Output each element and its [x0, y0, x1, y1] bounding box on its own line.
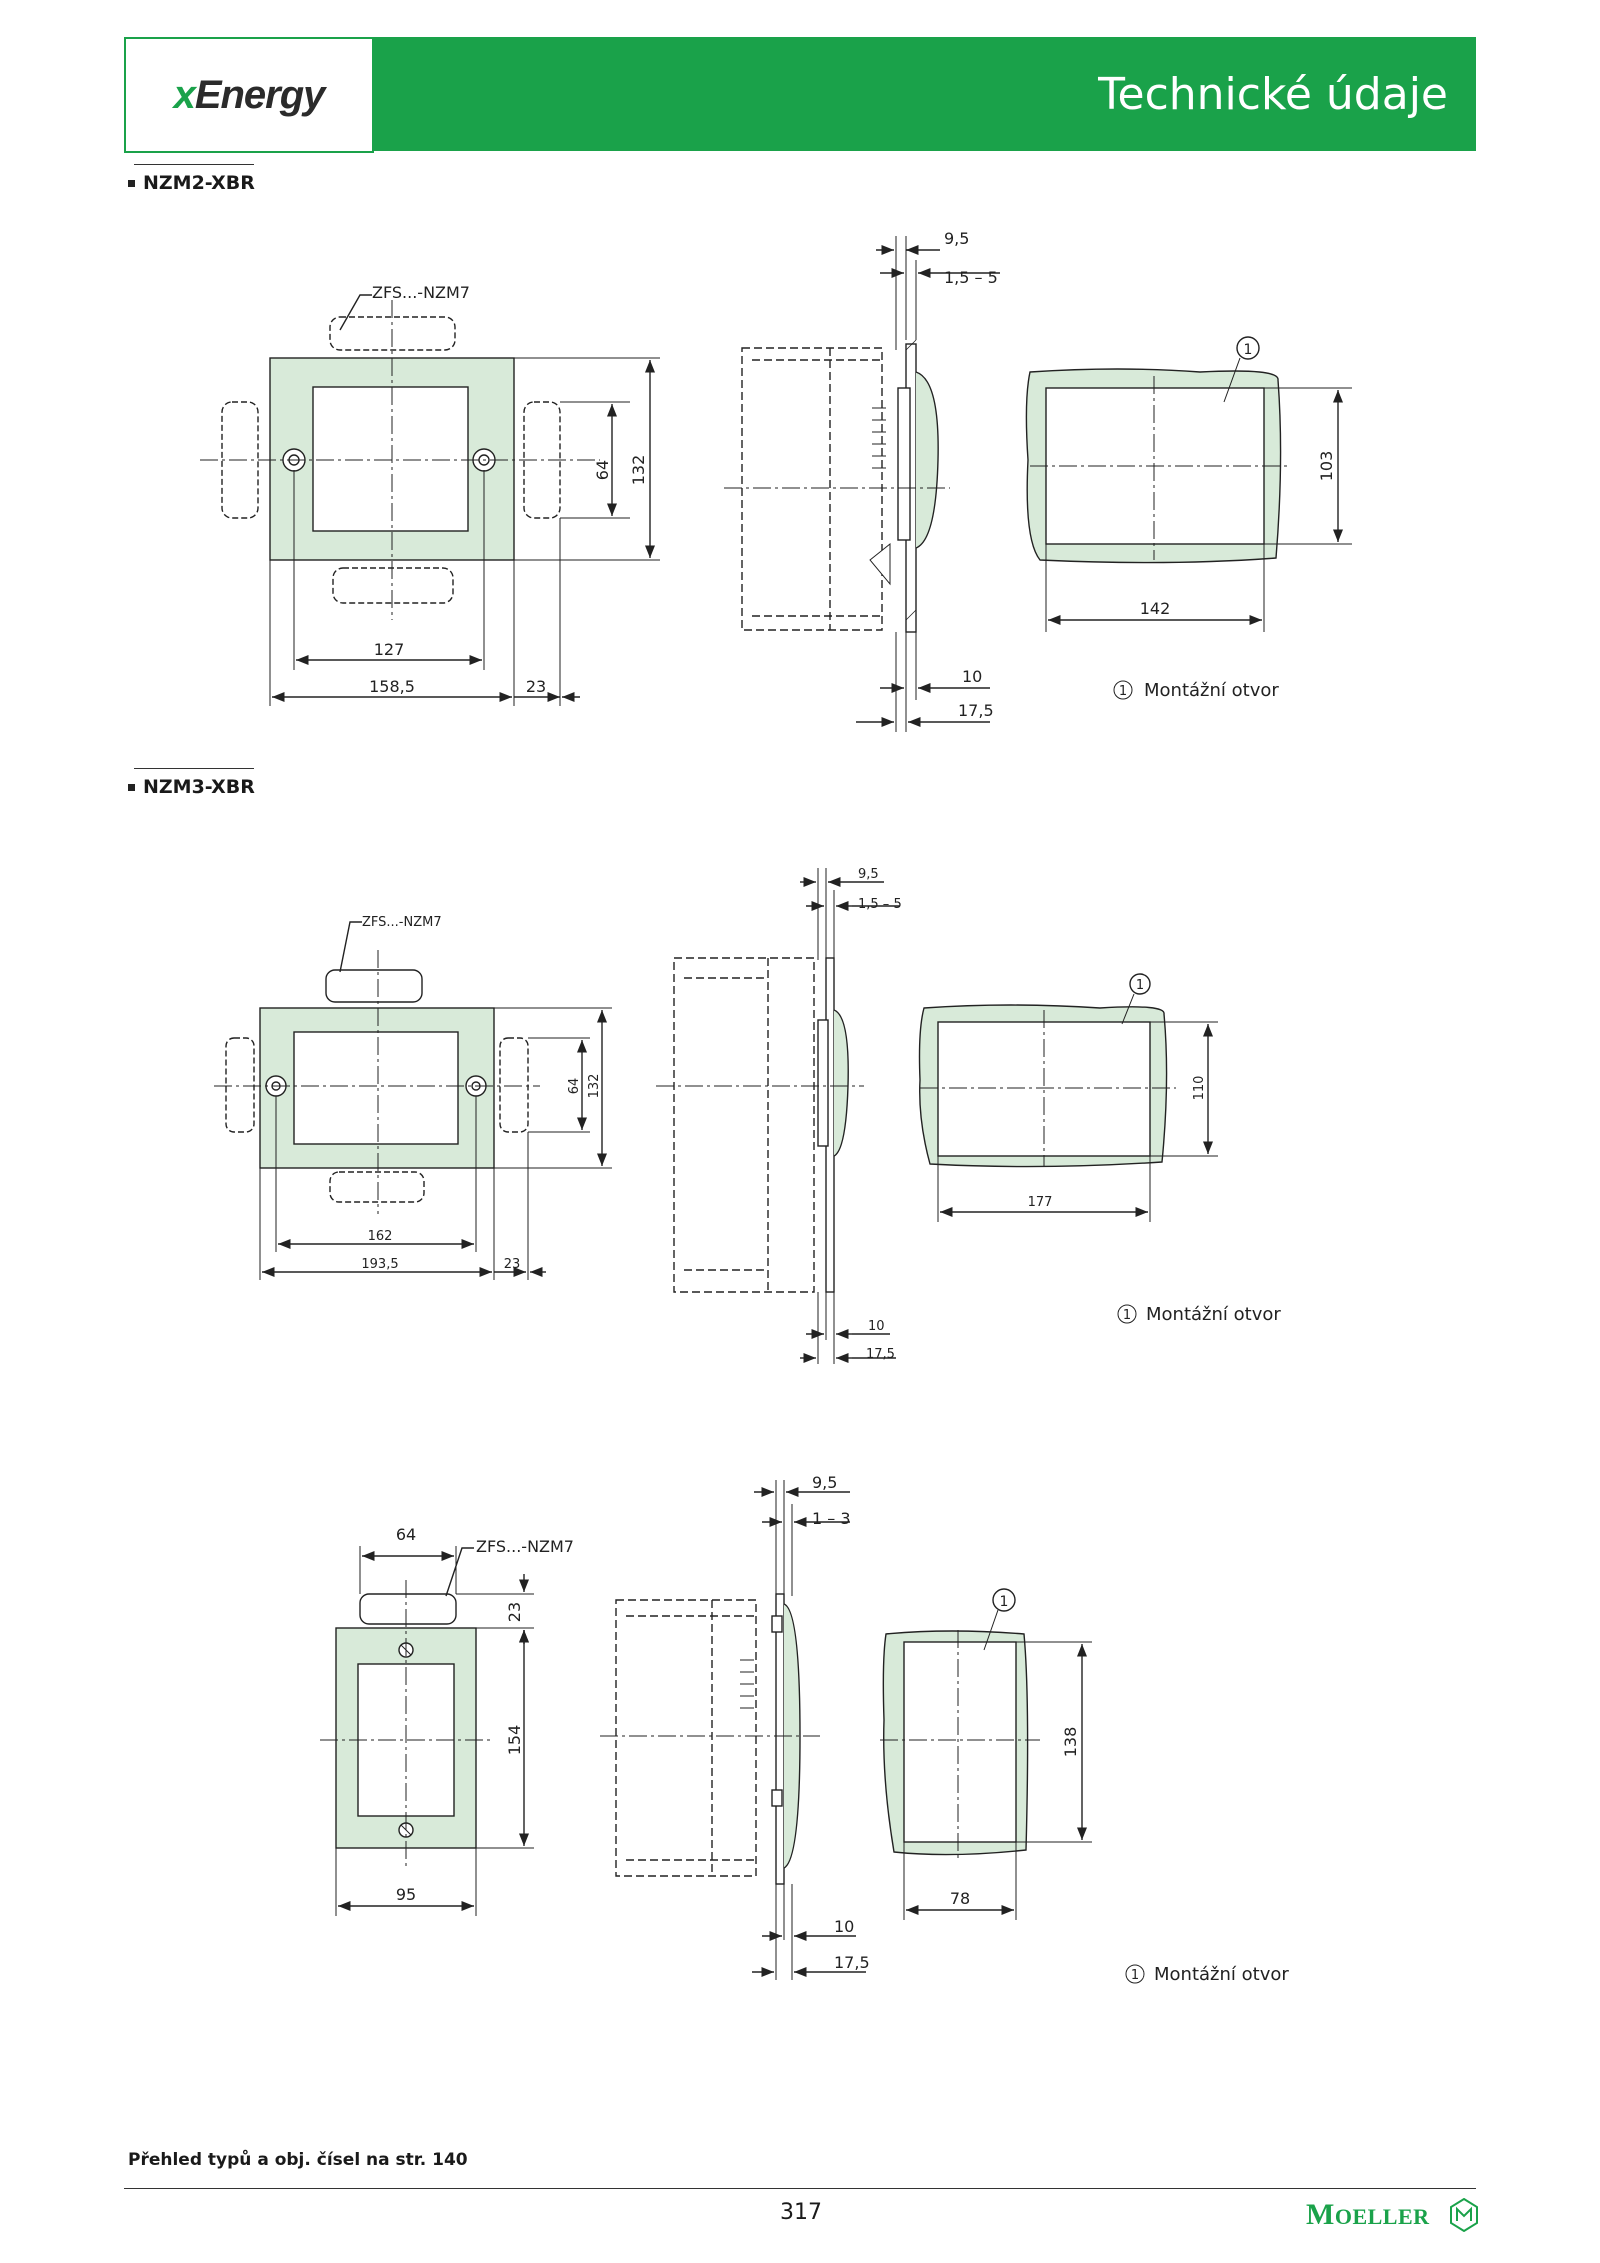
- callout-number: 1: [999, 1594, 1009, 1610]
- moeller-emblem-icon: [1450, 2198, 1478, 2232]
- logo-energy: Energy: [194, 72, 325, 117]
- dim-177: 177: [1027, 1195, 1053, 1210]
- dim-138: 138: [1061, 1726, 1080, 1758]
- accessory-label: ZFS...-NZM7: [372, 283, 470, 302]
- dim-17-5: 17,5: [834, 1953, 870, 1972]
- accessory-label: ZFS...-NZM7: [362, 915, 442, 930]
- drawing-nzm2-side-labels: [944, 229, 998, 720]
- legend-callout: 1: [1130, 1968, 1140, 1983]
- drawing-nzm2-side-view: [724, 236, 1000, 732]
- drawing-third-side-labels: [812, 1473, 870, 1972]
- dim-154: 154: [505, 1724, 524, 1756]
- dim-142: 142: [1139, 599, 1171, 618]
- dim-23: 23: [525, 677, 547, 696]
- dim-1-5-5: 1,5 – 5: [858, 897, 902, 912]
- legend-text: Montážní otvor: [1146, 1304, 1281, 1325]
- dim-23: 23: [505, 1601, 524, 1623]
- brand-rest: OELLER: [1334, 2204, 1430, 2229]
- dim-64: 64: [395, 1525, 417, 1544]
- dim-127: 127: [373, 640, 405, 659]
- drawing-nzm3-side-view: [656, 868, 900, 1364]
- dim-10: 10: [868, 1319, 885, 1334]
- section-label: NZM2-XBR: [143, 172, 255, 194]
- dim-10: 10: [834, 1917, 855, 1936]
- dim-110: 110: [1192, 1075, 1207, 1101]
- callout-number: 1: [1135, 978, 1145, 993]
- accessory-label: ZFS...-NZM7: [476, 1537, 574, 1556]
- dim-162: 162: [367, 1229, 393, 1244]
- legend-callout: 1: [1122, 1308, 1132, 1323]
- cross-reference-note: Přehled typů a obj. čísel na str. 140: [128, 2150, 468, 2170]
- dim-1-3: 1 – 3: [812, 1509, 851, 1528]
- dim-132: 132: [587, 1073, 602, 1099]
- page-title: Technické údaje: [1098, 68, 1448, 120]
- drawing-nzm3-cutout: [920, 974, 1219, 1323]
- dim-64: 64: [567, 1077, 582, 1095]
- section-label: NZM3-XBR: [143, 776, 255, 798]
- logo-x: x: [173, 72, 195, 117]
- brand-initial: M: [1306, 2198, 1335, 2231]
- drawing-third-front-view: [320, 1546, 534, 1916]
- dim-9-5: 9,5: [944, 229, 970, 248]
- drawing-nzm2-cutout: [1026, 337, 1352, 699]
- dim-10: 10: [962, 667, 983, 686]
- page-number: 317: [780, 2200, 822, 2225]
- legend-text: Montážní otvor: [1144, 680, 1279, 701]
- footer-rule: [124, 2188, 1476, 2189]
- dim-9-5: 9,5: [812, 1473, 838, 1492]
- dim-132: 132: [629, 454, 648, 486]
- dim-95: 95: [395, 1885, 417, 1904]
- drawing-third-side-view: [600, 1480, 866, 1980]
- dim-23: 23: [503, 1257, 521, 1272]
- dim-103: 103: [1317, 450, 1336, 482]
- dim-78: 78: [949, 1889, 971, 1908]
- drawing-nzm3-front-view: [214, 922, 612, 1280]
- dim-64: 64: [593, 459, 612, 481]
- drawing-nzm2-front-view: [200, 295, 660, 706]
- callout-number: 1: [1243, 342, 1253, 358]
- drawing-nzm3-side-labels: [858, 867, 902, 1362]
- dim-17-5: 17,5: [866, 1347, 895, 1362]
- dim-9-5: 9,5: [858, 867, 879, 882]
- drawing-third-cutout: [880, 1589, 1144, 1983]
- moeller-logo: [1306, 2198, 1430, 2232]
- dim-193-5: 193,5: [361, 1257, 399, 1272]
- dim-17-5: 17,5: [958, 701, 994, 720]
- legend-callout: 1: [1118, 684, 1128, 699]
- dim-1-5-5: 1,5 – 5: [944, 268, 998, 287]
- legend-text: Montážní otvor: [1154, 1964, 1289, 1985]
- dim-158-5: 158,5: [369, 677, 415, 696]
